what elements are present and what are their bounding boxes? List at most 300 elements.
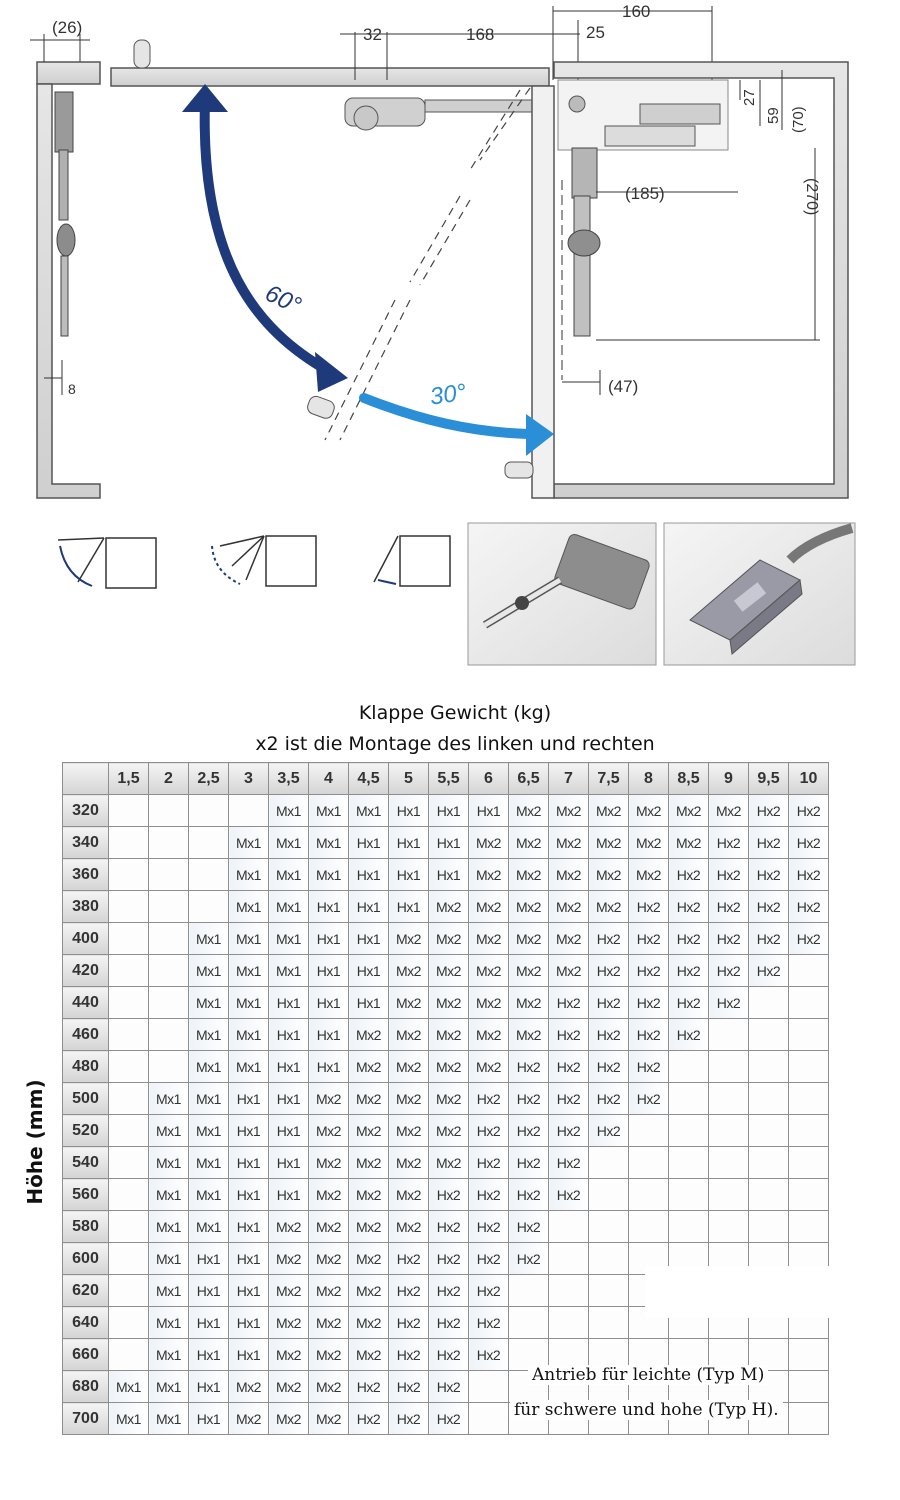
- table-cell: Hx2: [669, 891, 709, 923]
- table-cell: Mx1: [149, 1371, 189, 1403]
- table-cell: Hx2: [389, 1243, 429, 1275]
- table-cell: [669, 1051, 709, 1083]
- table-cell: [629, 1211, 669, 1243]
- table-cell: Mx1: [229, 827, 269, 859]
- table-cell: Mx1: [149, 1083, 189, 1115]
- table-cell: [789, 1179, 829, 1211]
- weight-column-header: 4: [309, 763, 349, 795]
- table-cell: Hx2: [789, 859, 829, 891]
- table-cell: [469, 1403, 509, 1435]
- table-cell: [189, 859, 229, 891]
- table-cell: Hx2: [709, 827, 749, 859]
- table-cell: [709, 1179, 749, 1211]
- table-cell: [709, 1051, 749, 1083]
- table-cell: Hx2: [469, 1179, 509, 1211]
- dim-59: 59: [765, 107, 782, 124]
- weight-column-header: 5,5: [429, 763, 469, 795]
- table-cell: Mx2: [429, 1019, 469, 1051]
- height-row-header: 320: [63, 795, 109, 827]
- table-cell: Hx2: [709, 891, 749, 923]
- table-cell: Mx1: [189, 1051, 229, 1083]
- table-cell: [789, 1403, 829, 1435]
- table-cell: [589, 1147, 629, 1179]
- table-cell: Mx2: [309, 1403, 349, 1435]
- height-row-header: 400: [63, 923, 109, 955]
- table-cell: Mx1: [189, 1115, 229, 1147]
- table-cell: [709, 1019, 749, 1051]
- table-cell: [549, 1211, 589, 1243]
- table-cell: [669, 1211, 709, 1243]
- table-cell: Hx2: [469, 1083, 509, 1115]
- table-cell: Hx2: [389, 1275, 429, 1307]
- table-cell: Hx2: [349, 1371, 389, 1403]
- table-cell: Mx1: [189, 955, 229, 987]
- dim-8: 8: [68, 381, 76, 397]
- dim-25: 25: [586, 23, 605, 42]
- height-row-header: 500: [63, 1083, 109, 1115]
- table-cell: [789, 1019, 829, 1051]
- table-cell: [149, 891, 189, 923]
- table-cell: Hx2: [429, 1243, 469, 1275]
- product-photo-lift-arm: [468, 523, 656, 665]
- height-row-header: 660: [63, 1339, 109, 1371]
- table-cell: Mx2: [309, 1147, 349, 1179]
- table-cell: Mx2: [349, 1307, 389, 1339]
- table-cell: [669, 1147, 709, 1179]
- table-cell: Hx1: [309, 923, 349, 955]
- table-cell: [789, 1051, 829, 1083]
- table-cell: Hx1: [229, 1339, 269, 1371]
- table-cell: Mx2: [389, 1083, 429, 1115]
- table-cell: Hx2: [469, 1307, 509, 1339]
- table-cell: Hx2: [429, 1275, 469, 1307]
- table-cell: [749, 1083, 789, 1115]
- table-cell: Hx2: [469, 1211, 509, 1243]
- table-cell: Hx2: [589, 1019, 629, 1051]
- table-cell: Mx1: [149, 1179, 189, 1211]
- table-cell: Mx2: [669, 795, 709, 827]
- table-cell: Mx2: [349, 1275, 389, 1307]
- table-cell: [149, 827, 189, 859]
- table-cell: Mx2: [669, 827, 709, 859]
- table-cell: Hx2: [749, 827, 789, 859]
- weight-column-header: 5: [389, 763, 429, 795]
- table-cell: Mx2: [629, 795, 669, 827]
- table-cell: Hx2: [589, 1083, 629, 1115]
- table-cell: Mx2: [469, 891, 509, 923]
- table-cell: Hx1: [229, 1275, 269, 1307]
- table-title: Klappe Gewicht (kg): [358, 702, 552, 724]
- table-cell: Mx2: [509, 955, 549, 987]
- weight-column-header: 8,5: [669, 763, 709, 795]
- table-cell: Mx2: [349, 1115, 389, 1147]
- table-cell: Mx2: [549, 795, 589, 827]
- table-cell: [109, 795, 149, 827]
- table-cell: Mx2: [469, 955, 509, 987]
- table-cell: [109, 827, 149, 859]
- table-row: [63, 795, 829, 827]
- table-cell: Mx1: [189, 1019, 229, 1051]
- table-cell: [789, 955, 829, 987]
- table-cell: Hx2: [589, 987, 629, 1019]
- table-cell: Hx2: [429, 1307, 469, 1339]
- table-cell: Mx1: [269, 859, 309, 891]
- table-cell: Hx1: [429, 795, 469, 827]
- table-cell: Hx1: [269, 1019, 309, 1051]
- table-cell: Mx2: [309, 1115, 349, 1147]
- table-cell: Hx1: [189, 1403, 229, 1435]
- table-cell: Hx2: [589, 1051, 629, 1083]
- table-cell: Hx2: [469, 1147, 509, 1179]
- table-cell: Hx1: [269, 1051, 309, 1083]
- table-cell: [749, 987, 789, 1019]
- table-row: [63, 891, 829, 923]
- weight-column-header: 3,5: [269, 763, 309, 795]
- dim-70: (70): [790, 106, 807, 133]
- table-cell: Hx2: [429, 1403, 469, 1435]
- mounting-icon-middle: [212, 536, 316, 586]
- table-cell: [109, 891, 149, 923]
- table-row: [63, 1179, 829, 1211]
- table-cell: Mx2: [389, 1211, 429, 1243]
- table-cell: Hx1: [189, 1275, 229, 1307]
- table-cell: Hx1: [229, 1211, 269, 1243]
- table-cell: Mx2: [389, 987, 429, 1019]
- table-cell: Hx2: [549, 1083, 589, 1115]
- table-cell: [749, 1211, 789, 1243]
- dim-26: (26): [52, 18, 83, 37]
- table-cell: Hx2: [349, 1403, 389, 1435]
- table-cell: Mx2: [229, 1403, 269, 1435]
- table-cell: Mx1: [149, 1147, 189, 1179]
- table-cell: Mx1: [269, 891, 309, 923]
- table-cell: Mx2: [269, 1211, 309, 1243]
- table-cell: Mx1: [149, 1115, 189, 1147]
- table-cell: Mx1: [229, 1051, 269, 1083]
- table-cell: Mx1: [149, 1403, 189, 1435]
- mounting-icon-right: [374, 536, 450, 586]
- table-cell: Hx1: [229, 1083, 269, 1115]
- table-cell: Hx2: [629, 987, 669, 1019]
- mounting-icon-left: [58, 538, 156, 588]
- height-row-header: 600: [63, 1243, 109, 1275]
- table-cell: Mx2: [469, 1019, 509, 1051]
- table-cell: [749, 1051, 789, 1083]
- table-cell: Hx2: [549, 1115, 589, 1147]
- table-cell: [189, 827, 229, 859]
- height-row-header: 420: [63, 955, 109, 987]
- table-cell: Mx2: [589, 827, 629, 859]
- height-row-header: 440: [63, 987, 109, 1019]
- dim-168: 168: [466, 25, 495, 44]
- table-row: [63, 1083, 829, 1115]
- weight-column-header: 10: [789, 763, 829, 795]
- table-cell: [149, 987, 189, 1019]
- table-cell: Hx1: [189, 1371, 229, 1403]
- table-cell: Mx1: [149, 1243, 189, 1275]
- table-cell: Mx2: [309, 1083, 349, 1115]
- table-cell: Hx1: [229, 1307, 269, 1339]
- table-cell: Hx2: [749, 795, 789, 827]
- table-cell: Hx1: [389, 891, 429, 923]
- corner-cell: [63, 763, 109, 795]
- table-cell: Mx2: [389, 1019, 429, 1051]
- table-cell: Mx2: [429, 1051, 469, 1083]
- weight-column-header: 1,5: [109, 763, 149, 795]
- table-cell: [669, 1083, 709, 1115]
- table-cell: Mx2: [309, 1275, 349, 1307]
- weight-column-header: 6: [469, 763, 509, 795]
- table-cell: Mx2: [469, 859, 509, 891]
- dim-32: 32: [363, 25, 382, 44]
- table-cell: Hx2: [509, 1115, 549, 1147]
- table-cell: Hx2: [509, 1179, 549, 1211]
- table-row: [63, 1147, 829, 1179]
- table-cell: [509, 1307, 549, 1339]
- table-row: [63, 859, 829, 891]
- table-cell: [709, 1147, 749, 1179]
- table-cell: [109, 1051, 149, 1083]
- table-cell: Hx2: [669, 859, 709, 891]
- table-cell: Mx2: [229, 1371, 269, 1403]
- table-cell: Hx2: [389, 1339, 429, 1371]
- table-cell: Hx1: [229, 1147, 269, 1179]
- table-cell: Mx2: [269, 1275, 309, 1307]
- table-cell: Hx2: [429, 1211, 469, 1243]
- table-cell: Mx1: [269, 795, 309, 827]
- table-cell: Hx1: [309, 1051, 349, 1083]
- table-cell: Mx2: [269, 1307, 309, 1339]
- table-cell: Hx1: [229, 1115, 269, 1147]
- table-cell: Mx1: [189, 1179, 229, 1211]
- table-cell: Mx2: [429, 891, 469, 923]
- table-cell: [149, 1051, 189, 1083]
- table-cell: Hx1: [269, 1083, 309, 1115]
- table-cell: Hx1: [269, 1179, 309, 1211]
- table-cell: Mx2: [589, 891, 629, 923]
- table-cell: Mx1: [149, 1275, 189, 1307]
- table-cell: Mx2: [469, 987, 509, 1019]
- table-cell: Mx1: [149, 1307, 189, 1339]
- table-cell: Hx2: [669, 923, 709, 955]
- dim-185: (185): [625, 184, 665, 203]
- table-cell: Hx1: [309, 955, 349, 987]
- table-cell: Hx2: [709, 859, 749, 891]
- table-cell: Hx1: [349, 859, 389, 891]
- table-cell: [109, 1083, 149, 1115]
- table-cell: Hx2: [469, 1115, 509, 1147]
- table-cell: Hx2: [709, 955, 749, 987]
- table-cell: Mx1: [229, 859, 269, 891]
- product-photo-mechanism: [664, 523, 855, 665]
- table-cell: Mx2: [629, 827, 669, 859]
- table-cell: Hx1: [269, 1147, 309, 1179]
- table-cell: [589, 1307, 629, 1339]
- table-cell: Hx2: [389, 1307, 429, 1339]
- table-cell: Mx1: [309, 795, 349, 827]
- table-cell: Mx1: [109, 1371, 149, 1403]
- table-body: [63, 795, 829, 1435]
- height-row-header: 700: [63, 1403, 109, 1435]
- table-cell: Hx2: [669, 955, 709, 987]
- table-cell: Hx1: [269, 987, 309, 1019]
- table-cell: Mx1: [189, 987, 229, 1019]
- table-cell: Hx2: [629, 1019, 669, 1051]
- table-cell: Hx2: [389, 1371, 429, 1403]
- table-cell: Hx2: [629, 891, 669, 923]
- table-cell: [109, 955, 149, 987]
- table-cell: Hx1: [189, 1339, 229, 1371]
- table-cell: Hx2: [469, 1243, 509, 1275]
- table-cell: [589, 1243, 629, 1275]
- table-row: [63, 1211, 829, 1243]
- table-cell: Mx1: [269, 827, 309, 859]
- weight-column-header: 2,5: [189, 763, 229, 795]
- table-cell: [749, 1019, 789, 1051]
- table-cell: Hx2: [429, 1371, 469, 1403]
- table-row: [63, 955, 829, 987]
- table-cell: Mx2: [429, 955, 469, 987]
- table-cell: Mx2: [469, 827, 509, 859]
- table-cell: Mx1: [149, 1339, 189, 1371]
- table-cell: Hx2: [629, 955, 669, 987]
- table-cell: Mx2: [269, 1339, 309, 1371]
- table-cell: [149, 859, 189, 891]
- table-row: [63, 987, 829, 1019]
- table-cell: Mx2: [389, 1115, 429, 1147]
- height-row-header: 560: [63, 1179, 109, 1211]
- dim-270: (270): [803, 178, 820, 216]
- table-cell: Mx2: [509, 987, 549, 1019]
- table-cell: [669, 1179, 709, 1211]
- table-cell: Hx1: [189, 1243, 229, 1275]
- table-cell: Hx1: [309, 891, 349, 923]
- table-cell: Mx2: [469, 923, 509, 955]
- table-cell: Hx1: [269, 1115, 309, 1147]
- table-row: [63, 1019, 829, 1051]
- height-row-header: 580: [63, 1211, 109, 1243]
- table-cell: Mx2: [349, 1339, 389, 1371]
- table-cell: Mx1: [109, 1403, 149, 1435]
- table-cell: [109, 1243, 149, 1275]
- angle-30-label: 30°: [428, 378, 468, 411]
- table-cell: Hx2: [749, 923, 789, 955]
- left-cabinet-view: [30, 18, 100, 498]
- table-cell: Hx2: [749, 955, 789, 987]
- dim-47: (47): [608, 377, 639, 396]
- opening-arrow-60: [182, 84, 348, 392]
- table-cell: Mx1: [149, 1211, 189, 1243]
- table-cell: Hx2: [549, 1051, 589, 1083]
- table-row: [63, 827, 829, 859]
- table-cell: Mx2: [349, 1083, 389, 1115]
- table-cell: Mx2: [309, 1339, 349, 1371]
- table-cell: [709, 1083, 749, 1115]
- table-cell: [509, 1275, 549, 1307]
- table-cell: Mx2: [509, 923, 549, 955]
- blank-patch: [645, 1266, 845, 1318]
- table-row: [63, 1115, 829, 1147]
- table-cell: Mx1: [189, 1083, 229, 1115]
- table-cell: Hx2: [509, 1083, 549, 1115]
- table-cell: Hx2: [509, 1051, 549, 1083]
- table-cell: Hx1: [389, 827, 429, 859]
- table-cell: Mx2: [509, 1019, 549, 1051]
- table-cell: Mx2: [309, 1179, 349, 1211]
- table-cell: [109, 1115, 149, 1147]
- table-cell: Hx2: [669, 1019, 709, 1051]
- table-cell: [109, 1019, 149, 1051]
- table-cell: Mx2: [429, 923, 469, 955]
- height-row-header: 360: [63, 859, 109, 891]
- table-cell: Hx1: [349, 827, 389, 859]
- height-row-header: 460: [63, 1019, 109, 1051]
- table-cell: Hx1: [349, 955, 389, 987]
- table-cell: Mx2: [389, 923, 429, 955]
- height-row-header: 340: [63, 827, 109, 859]
- table-cell: [109, 1307, 149, 1339]
- table-cell: Mx2: [269, 1403, 309, 1435]
- table-cell: Mx2: [349, 1179, 389, 1211]
- table-cell: [789, 1083, 829, 1115]
- table-cell: Mx1: [229, 1019, 269, 1051]
- table-cell: Hx2: [789, 795, 829, 827]
- height-row-header: 640: [63, 1307, 109, 1339]
- table-cell: Mx1: [229, 955, 269, 987]
- table-cell: Hx1: [469, 795, 509, 827]
- table-row: [63, 923, 829, 955]
- table-cell: [189, 795, 229, 827]
- table-cell: [589, 1211, 629, 1243]
- table-cell: [789, 1339, 829, 1371]
- table-cell: Mx2: [509, 795, 549, 827]
- table-cell: Hx2: [789, 891, 829, 923]
- table-cell: Hx2: [789, 923, 829, 955]
- table-cell: [789, 1371, 829, 1403]
- table-cell: [589, 1179, 629, 1211]
- table-cell: [469, 1371, 509, 1403]
- table-cell: Hx2: [509, 1243, 549, 1275]
- table-cell: Hx2: [549, 1179, 589, 1211]
- table-cell: Hx2: [549, 1147, 589, 1179]
- table-cell: [709, 1211, 749, 1243]
- height-row-header: 540: [63, 1147, 109, 1179]
- table-cell: [629, 1147, 669, 1179]
- weight-column-header: 6,5: [509, 763, 549, 795]
- table-cell: Hx2: [709, 923, 749, 955]
- height-row-header: 380: [63, 891, 109, 923]
- table-cell: Mx2: [349, 1051, 389, 1083]
- table-cell: Hx2: [549, 1019, 589, 1051]
- table-cell: Hx2: [589, 955, 629, 987]
- weight-column-header: 3: [229, 763, 269, 795]
- weight-column-header: 7: [549, 763, 589, 795]
- table-cell: Hx2: [389, 1403, 429, 1435]
- table-cell: Hx2: [749, 859, 789, 891]
- table-cell: Mx2: [509, 827, 549, 859]
- table-cell: [749, 1115, 789, 1147]
- table-cell: Mx2: [349, 1211, 389, 1243]
- table-cell: [109, 987, 149, 1019]
- table-cell: Hx2: [589, 923, 629, 955]
- table-cell: Mx2: [589, 795, 629, 827]
- table-cell: Hx1: [309, 987, 349, 1019]
- table-cell: Mx1: [189, 1211, 229, 1243]
- lid-closed: [111, 40, 549, 130]
- weight-column-header: 2: [149, 763, 189, 795]
- table-cell: Mx2: [429, 987, 469, 1019]
- table-cell: Mx1: [349, 795, 389, 827]
